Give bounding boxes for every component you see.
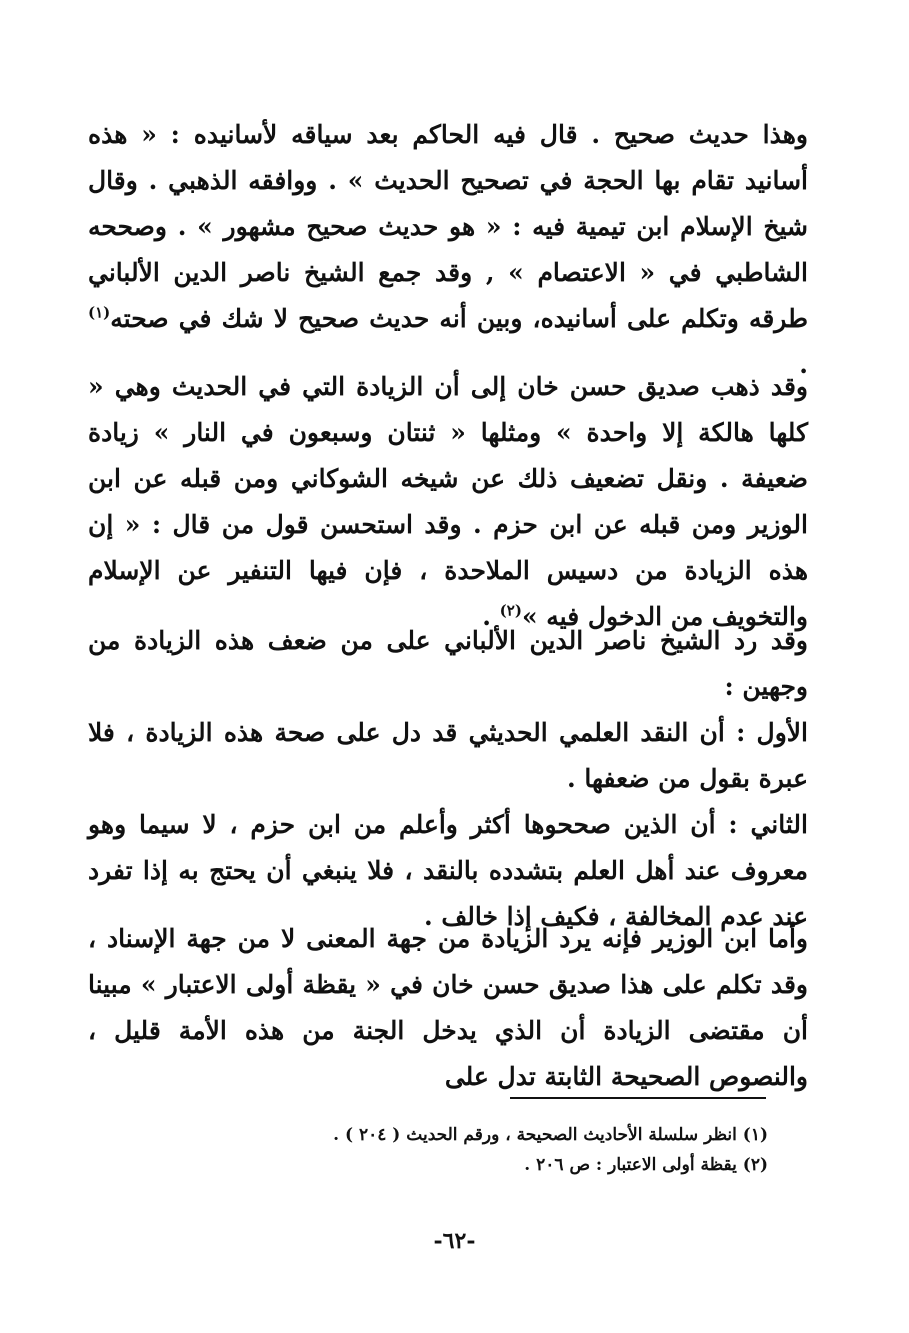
first-label: الأول [756,718,808,747]
paragraph-text: وأما ابن الوزير فإنه يرد الزيادة من جهة المعنى لا من جهة الإسناد ، وقد تكلم على هذا صديق حسن خان في « يقظة أولى الاعتبار » مبينا أن مقتضى الزيادة أن الذي يدخل الجنة من هذه الأمة قليل ، والنصوص الصحيحة الثابتة تدل على [88,924,808,1091]
paragraph-text: وهذا حديث صحيح . قال فيه الحاكم بعد سياقه لأسانيده : « هذه أسانيد تقام بها الحجة في تصحيح الحديث » . ووافقه الذهبي . وقال شيخ الإسلام ابن تيمية فيه : « هو حديث صحيح مشهور » . وصححه الشاطبي في « الاعتصام » , وقد جمع الشيخ ناصر الدين الألباني طرقه وتكلم على أسانيده، وبين أنه حديث صحيح لا شك في صحته [88,120,808,333]
response-intro: وقد رد الشيخ ناصر الدين الألباني على من ضعف هذه الزيادة من وجهين : [88,626,808,701]
paragraph-albani-response [88,618,808,940]
first-text: : أن النقد العلمي الحديثي قد دل على صحة هذه الزيادة ، فلا عبرة بقول من ضعفها . [88,718,808,793]
paragraph-siddiq-hasan-khan [88,364,808,640]
paragraph-text: وقد ذهب صديق حسن خان إلى أن الزيادة التي في الحديث وهي « كلها هالكة إلا واحدة » ومثلها « ثنتان وسبعون في النار » زيادة ضعيفة . ونقل تضعيف ذلك عن شيخه الشوكاني ومن قبله عن ابن الوزير ومن قبله عن ابن حزم . وقد استحسن قول من قال : « إن هذه الزيادة من دسيس الملاحدة ، فإن فيها التنفير عن الإسلام والتخويف من الدخول فيه » [88,372,808,631]
footnotes [88,1120,768,1180]
paragraph-tail: . [799,350,808,379]
footnote-1: (١) انظر سلسلة الأحاديث الصحيحة ، ورقم الحديث ( ٢٠٤ ) . [333,1125,768,1145]
footnote-ref-2: (٢) [499,601,522,620]
second-label: الثاني [750,810,808,839]
page-number: -٦٢- [433,1228,476,1254]
paragraph-tail: . [482,602,500,631]
paragraph-ibn-al-wazir [88,916,808,1100]
footnote-separator [510,1097,766,1099]
footnote-ref-1: (١) [88,303,111,322]
paragraph-hadith-authenticity [88,112,808,388]
footnote-2: (٢) يقظة أولى الاعتبار : ص ٢٠٦ . [524,1155,768,1175]
first-point [88,710,808,802]
second-text: : أن الذين صححوها أكثر وأعلم من ابن حزم ، لا سيما وهو معروف عند أهل العلم بتشدده بالنقد ، فلا ينبغي أن يحتج به إذا تفرد عند عدم المخالفة ، فكيف إذا خالف . [88,810,808,931]
